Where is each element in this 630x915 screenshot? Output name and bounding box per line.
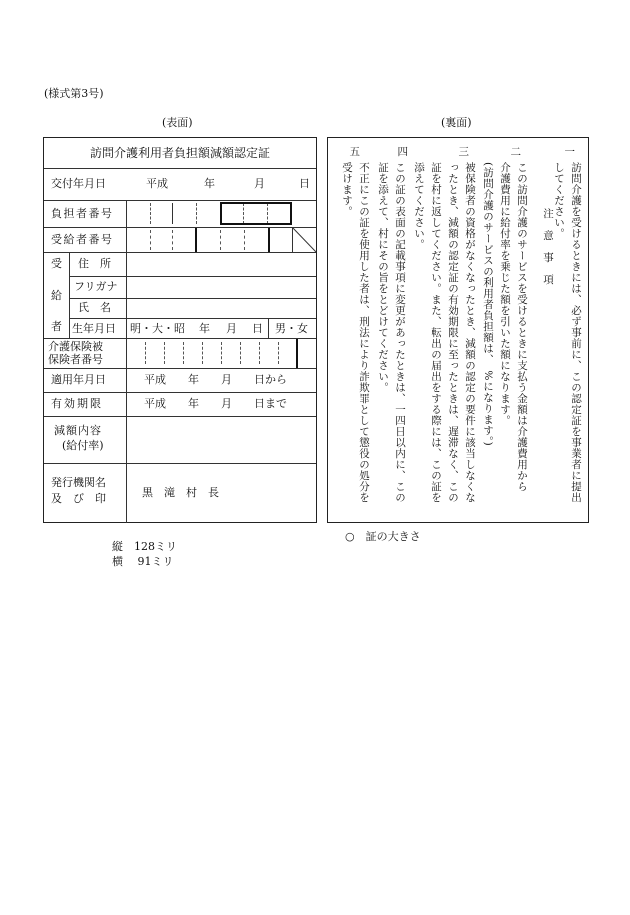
insured-no-label-2: 保険者番号 bbox=[48, 353, 103, 366]
issue-date-label: 交付年月日 bbox=[51, 177, 106, 190]
note-2-text: この訪問介護のサービスを受けるときに支払う金額は介護費用から 介護費用に給付率を乗じた額を引いた額になります。 (訪問介護のサービスの利用者負担額は、 %になります。) bbox=[482, 162, 528, 492]
birthdate-day: 日 bbox=[252, 322, 263, 335]
apply-date-value: 平成 年 月 日から bbox=[144, 373, 287, 386]
note-3-text: 被保険者の資格がなくなったとき、減額の認定の要件に該当しなくな ったとき、減額の認定証の有効期限に至ったときは、遅滞なく、この 証を村に返してください。また、転出の届出をする際には、この証を 添えてください。 bbox=[413, 162, 476, 503]
birthdate-era: 明・大・昭 bbox=[130, 322, 185, 335]
issue-date-day: 日 bbox=[299, 177, 310, 190]
insured-no-label-1: 介護保険被 bbox=[48, 340, 103, 353]
height-label: 縦 128ミリ bbox=[112, 540, 177, 553]
width-label: 横 91ミリ bbox=[112, 555, 174, 568]
burden-no-thick-box bbox=[220, 202, 292, 225]
burden-no-label: 負担者番号 bbox=[51, 207, 114, 220]
issuer-label-1: 発行機関名 bbox=[51, 476, 106, 489]
reduction-label: 減額内容 bbox=[54, 424, 102, 437]
birthdate-month: 月 bbox=[226, 322, 237, 335]
size-note: ○ 証の大きさ bbox=[345, 530, 421, 543]
certificate-back bbox=[327, 137, 589, 523]
issue-date-month: 月 bbox=[254, 177, 265, 190]
note-2-number: 二 bbox=[510, 146, 521, 158]
recipient-section-2: 給 bbox=[51, 289, 62, 302]
certificate-title: 訪問介護利用者負担額減額認定証 bbox=[90, 146, 271, 160]
form-number: (様式第3号) bbox=[44, 87, 104, 100]
note-4-text: この証の表面の記載事項に変更があったときは、一四日以内に、この 証を添えて、村にその旨をとどけてください。 bbox=[377, 162, 406, 503]
note-1-text: 訪問介護を受けるときには、必ず事前に、この認定証を事業者に提出 してください。 bbox=[553, 162, 582, 503]
address-label: 住 所 bbox=[78, 257, 111, 270]
sex-options: 男・女 bbox=[275, 322, 308, 335]
certificate-front bbox=[43, 137, 317, 523]
issuer-label-2: 及 び 印 bbox=[51, 492, 106, 505]
valid-period-value: 平成 年 月 日まで bbox=[144, 397, 287, 410]
recipient-no-slash bbox=[292, 227, 316, 252]
back-caption: (裏面) bbox=[441, 116, 472, 129]
issue-date-year: 年 bbox=[204, 177, 215, 190]
recipient-no-label: 受給者番号 bbox=[51, 233, 114, 246]
birthdate-label: 生年月日 bbox=[72, 322, 116, 335]
birthdate-year: 年 bbox=[199, 322, 210, 335]
front-caption: (表面) bbox=[162, 116, 193, 129]
recipient-section-3: 者 bbox=[51, 320, 62, 333]
issue-date-era: 平成 bbox=[146, 177, 168, 190]
note-3-number: 三 bbox=[458, 146, 469, 158]
name-label: 氏 名 bbox=[78, 301, 111, 314]
notes-title: 注 意 事 項 bbox=[542, 208, 554, 285]
note-4-number: 四 bbox=[397, 146, 408, 158]
reduction-sub-label: (給付率) bbox=[62, 439, 104, 452]
valid-period-label: 有効期限 bbox=[51, 397, 103, 410]
note-5-text: 不正にこの証を使用した者は、刑法により詐欺罪として懲役の処分を 受けます。 bbox=[341, 162, 370, 503]
furigana-label: フリガナ bbox=[74, 280, 118, 293]
issuer-value: 黒 滝 村 長 bbox=[142, 486, 219, 499]
note-5-number: 五 bbox=[349, 146, 360, 158]
recipient-section-1: 受 bbox=[51, 257, 62, 270]
note-1-number: 一 bbox=[564, 146, 575, 158]
apply-date-label: 適用年月日 bbox=[51, 373, 106, 386]
